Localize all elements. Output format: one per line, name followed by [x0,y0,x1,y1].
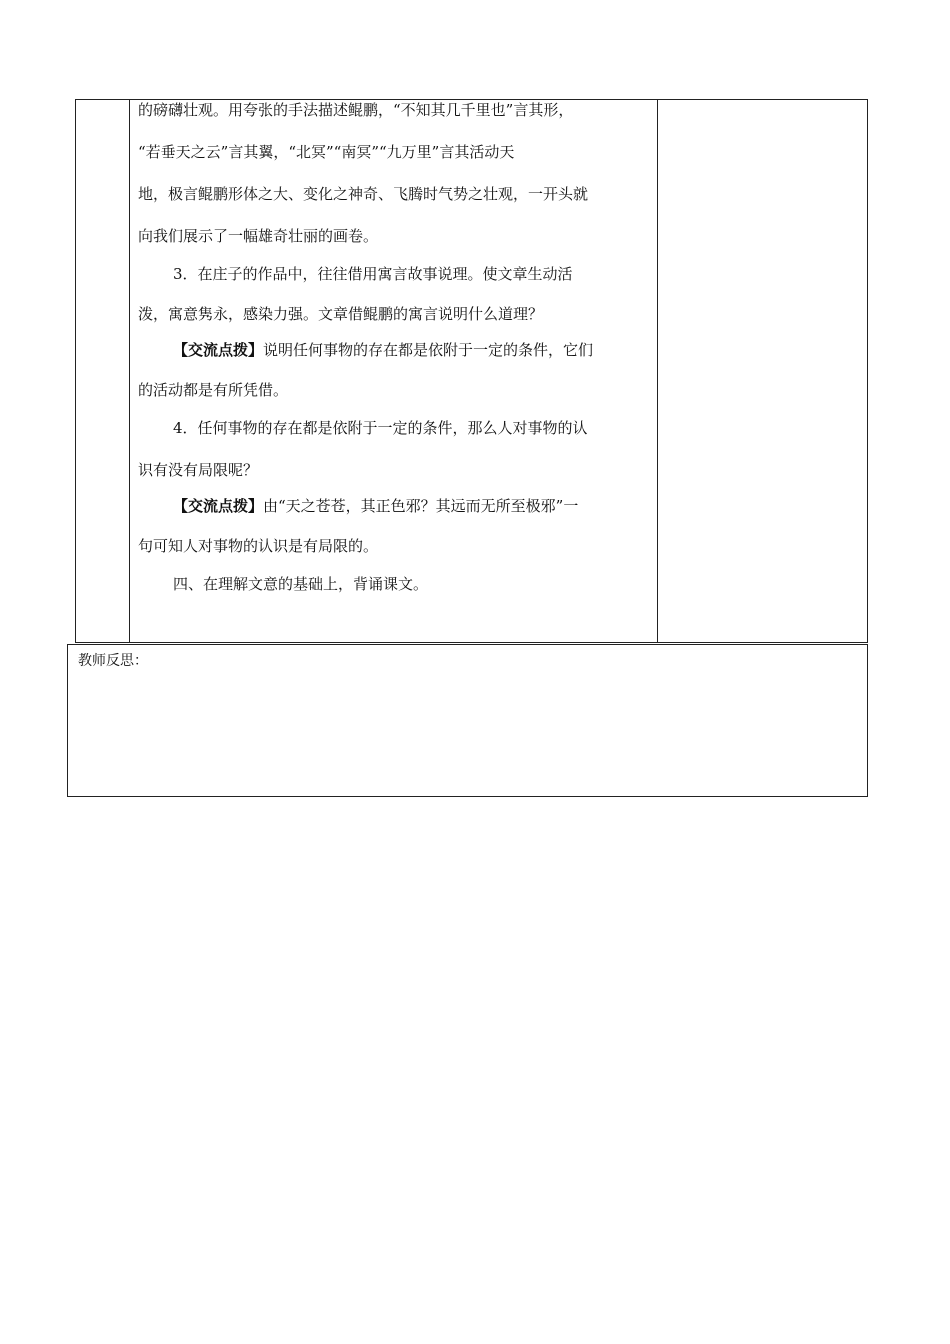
teacher-reflection-label: 教师反思： [78,653,148,669]
answer-4-text: 由“天之苍苍，其正色邪？其远而无所至极邪”一 [263,497,579,515]
answer-3-line-1 [173,340,593,360]
answer-3-line-2: 的活动都是有所凭借。 [138,381,289,399]
right-column-divider [657,100,658,642]
text-line-1: 的磅礴壮观。用夸张的手法描述鲲鹏，“不知其几千里也”言其形， [138,101,574,119]
question-3-line-1: 3．在庄子的作品中，往往借用寓言故事说理。使文章生动活 [173,265,573,283]
section-four-line: 四、在理解文意的基础上，背诵课文。 [173,575,429,593]
answer-4-line-2: 句可知人对事物的认识是有局限的。 [138,537,379,555]
text-line-4: 向我们展示了一幅雄奇壮丽的画卷。 [138,227,379,245]
answer-4-line-1 [173,496,578,516]
text-line-2: “若垂天之云”言其翼，“北冥”“南冥”“九万里”言其活动天 [138,143,515,161]
answer-3-text: 说明任何事物的存在都是依附于一定的条件，它们 [263,341,594,359]
left-column-divider [129,100,130,642]
exchange-tag: 【交流点拨】 [173,497,264,515]
lesson-table [75,99,868,643]
question-3-line-2: 泼，寓意隽永，感染力强。文章借鲲鹏的寓言说明什么道理？ [138,305,544,323]
text-line-3: 地，极言鲲鹏形体之大、变化之神奇、飞腾时气势之壮观，一开头就 [138,185,589,203]
exchange-tag: 【交流点拨】 [173,341,264,359]
question-4-line-1: 4．任何事物的存在都是依附于一定的条件，那么人对事物的认 [173,419,588,437]
question-4-line-2: 识有没有局限呢？ [138,461,259,479]
teacher-reflection-box [67,644,868,797]
